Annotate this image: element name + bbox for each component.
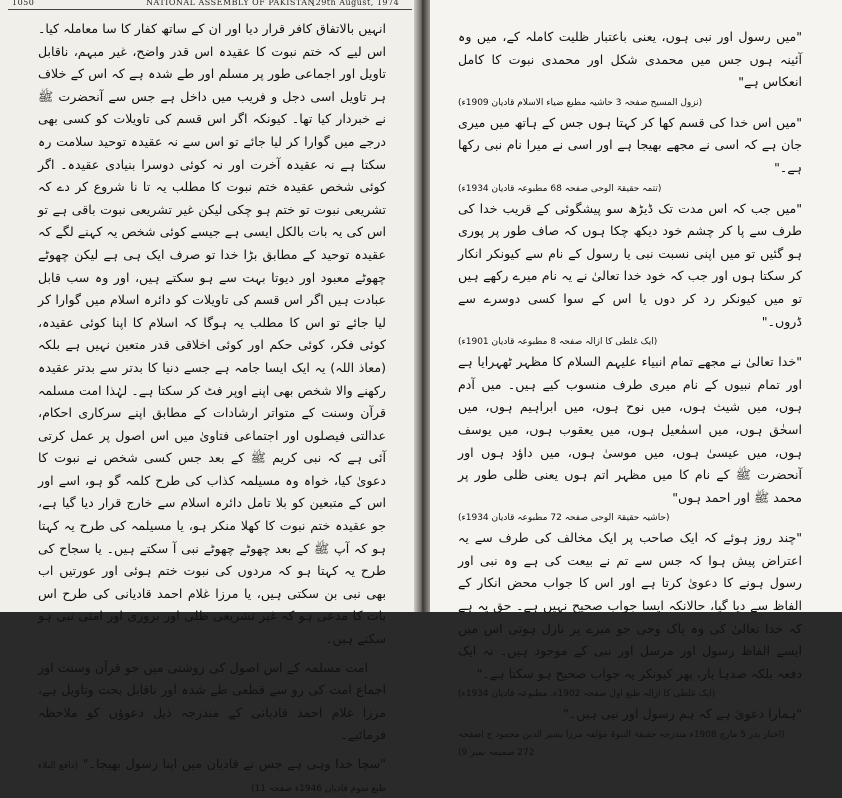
book-gutter xyxy=(414,0,430,612)
right-quote-6: "ہمارا دعویٰ ہے کہ ہم رسول اور نبی ہیں۔" xyxy=(563,706,802,722)
left-paragraph-2: امت مسلمہ کے اس اصول کی روشنی میں جو قرآن وسنت اور اجماع امت کی رو سے قطعی طے شدہ اور ناقابل بحث وتاویل ہے، مرزا غلام احمد قادیانی کے مندرجہ ذیل دعوؤں کو ملاحظہ فرمائیے۔ xyxy=(38,659,386,743)
right-quote-3: "میں جب کہ اس مدت تک ڈیڑھ سو پیشگوئی کے قریب خدا کی طرف سے پا کر چشم خود دیکھ چکا ہوں کہ صاف طور پر پوری ہو گئیں تو میں اپنی نسبت نبی یا رسول کے نام سے کیونکر انکار کر سکتا ہوں اور جب کہ خود خدا تعالیٰ نے یہ نام میرے رکھے ہیں تو میں کیونکر رد کر دوں یا اس کے سوا کسی دوسرے سے ڈروں۔" xyxy=(458,200,802,329)
left-quote xyxy=(38,753,386,798)
left-body xyxy=(38,18,386,798)
left-quote-text: "سچا خدا وہی ہے جس نے قادیان میں اپنا رسول بھیجا۔" xyxy=(82,756,386,771)
right-quote-4: "خدا تعالیٰ نے مجھے تمام انبیاء علیہم السلام کا مظہر ٹھہرایا ہے اور تمام نبیوں کے نام میری طرف منسوب کیے ہیں۔ میں آدم ہوں، میں شیث ہوں، میں نوح ہوں، میں ابراہیم ہوں، میں اسحٰق ہوں، میں اسمٰعیل ہوں، میں یعقوب ہوں، میں یوسف ہوں، میں عیسیٰ ہوں، میں موسیٰ ہوں، میں داؤد ہوں اور آنحضرت ﷺ کے نام کا میں مظہر اتم ہوں یعنی ظلی طور پر محمد ﷺ اور احمد ہوں" xyxy=(458,354,802,505)
right-citation-2: (تتمہ حقیقۃ الوحی صفحہ 68 مطبوعہ قادیان 1934ء) xyxy=(458,183,662,194)
right-quote-1: "میں رسول اور نبی ہوں، یعنی باعتبار ظلیت کاملہ کے، میں وہ آئینہ ہوں جس میں محمدی شکل اور محمدی نبوت کا کامل انعکاس ہے" xyxy=(458,29,802,90)
right-quote-2: "میں اس خدا کی قسم کھا کر کہتا ہوں جس کے ہاتھ میں میری جان ہے کہ اسی نے مجھے بھیجا ہے اور اسی نے میرا نام نبی رکھا ہے۔" xyxy=(458,114,802,175)
right-quote-5: "چند روز ہوئے کہ ایک صاحب پر ایک مخالف کی طرف سے یہ اعتراض پیش ہوا کہ جس سے تم نے بیعت کی ہے وہ نبی اور رسول ہونے کا دعویٰ کرتا ہے اور اس کا جواب محض انکار کے الفاظ سے دیا گیا، حالانکہ ایسا جواب صحیح نہیں ہے۔ حق یہ ہے کہ خدا تعالیٰ کی وہ پاک وحی جو میرے پر نازل ہوتی اس میں ایسے الفاظ رسول اور مرسل اور نبی کے موجود ہیں۔ نہ ایک دفعہ بلکہ صدہا بار، پھر کیونکر یہ جواب صحیح ہو سکتا ہے۔" xyxy=(458,530,802,681)
header-date: [29th August, 1974 xyxy=(312,0,400,7)
left-paragraph-1: انہیں بالاتفاق کافر قرار دیا اور ان کے ساتھ کفار کا سا معاملہ کیا۔ اس لیے کہ ختم نبوت کا عقیدہ اس قدر واضح، غیر مبہم، ناقابل تاویل اور اجماعی طور پر مسلم اور طے شدہ ہے کہ اس کے خلاف ہر تاویل اسی دجل و فریب میں داخل ہے جس سے آنحضرت ﷺ نے خبردار کیا تھا۔ کیونکہ اگر اس قسم کی تاویلات کو کسی بھی درجے میں گوارا کر لیا جائے تو اس سے نہ عقیدہ توحید سلامت رہ سکتا ہے نہ عقیدہ آخرت اور نہ کوئی دوسرا بنیادی عقیدہ۔ اگر کوئی شخص عقیدہ ختم نبوت کا مطلب یہ تا نا شروع کر دے کہ تشریعی نبوت تو ختم ہو چکی لیکن غیر تشریعی نبوت باقی ہے تو اس کی یہ بات بالکل ایسی ہے جیسے کوئی شخص یہ کہنے لگے کہ عقیدہ توحید کے مطابق بڑا خدا تو صرف ایک ہی ہے لیکن چھوٹے چھوٹے معبود اور دیوتا بہت سے ہو سکتے ہیں، اور وہ سب قابل عبادت ہیں اگر اس قسم کی تاویلات کو دائرہ اسلام میں گوارا کر لیا جائے تو اس کا مطلب یہ ہوگا کہ اسلام کا اپنا کوئی عقیدہ، کوئی فکر، کوئی حکم اور کوئی اخلاقی قدر متعین نہیں ہے بلکہ (معاذ اللہ) یہ ایک ایسا جامہ ہے جسے دنیا کا بدتر سے بدتر عقیدہ رکھنے والا شخص بھی اپنے اوپر فٹ کر سکتا ہے۔ لہٰذا امت مسلمہ قرآن وسنت کے متواتر ارشادات کے مطابق اپنے سرکاری احکام، عدالتی فیصلوں اور اجتماعی فتاویٰ میں اس اصول پر عمل کرتی آئی ہے کہ نبی کریم ﷺ کے بعد جس کسی شخص نے نبوت کا دعویٰ کیا، خواہ وہ مسیلمہ کذاب کی طرح کلمہ گو ہو، اسے اور اس کے متبعین کو بلا تامل دائرہ اسلام سے خارج قرار دیا گیا ہے، جو عقیدہ ختم نبوت کا کھلا منکر ہو، یا مسیلمہ کی طرح یہ کہتا ہو کہ آپ ﷺ کے بعد چھوٹے چھوٹے نبی آ سکتے ہیں۔ یا سجاح کی طرح یہ کہتا ہو کہ مردوں کی نبوت ختم ہوئی اور عورتیں اب بھی نبی بن سکتی ہیں، یا مرزا غلام احمد قادیانی کی طرح اس بات کا مدعی ہو کہ غیر تشریعی ظلی اور بروزی اور امتی نبی ہو سکتے ہیں۔ xyxy=(38,21,386,647)
left-quote-citation: (دافع البلاء طبع سوم قادیان 1946ء صفحہ 11) xyxy=(38,761,386,794)
right-citation-3: (ایک غلطی کا ازالہ صفحہ 8 مطبوعہ قادیان 1901ء) xyxy=(458,337,658,348)
right-citation-5: (ایک غلطی کا ازالہ طبع اول صفحہ 1902ء، مطبوعہ قادیان 1934ء) xyxy=(458,689,716,700)
publication-title: NATIONAL ASSEMBLY OF PAKISTAN xyxy=(146,0,316,7)
right-page xyxy=(424,0,842,759)
left-page xyxy=(0,0,420,794)
header-rule xyxy=(8,9,412,10)
right-citation-6: (اخبار بدر 5 مارچ 1908ء مندرجہ حقیقۃ النبوۃ مؤلفہ مرزا بشیر الدین محمود ج اصفحہ 272 ضمیمہ نمبر 9) xyxy=(458,730,785,759)
page-number: 1050 xyxy=(12,0,35,7)
right-body xyxy=(458,26,802,762)
right-citation-1: (نزول المسیح صفحہ 3 حاشیہ مطبع ضیاء الاسلام قادیان 1909ء) xyxy=(458,97,703,108)
right-citation-4: (حاشیہ حقیقۃ الوحی صفحہ 72 مطبوعہ قادیان 1934ء) xyxy=(458,513,670,524)
